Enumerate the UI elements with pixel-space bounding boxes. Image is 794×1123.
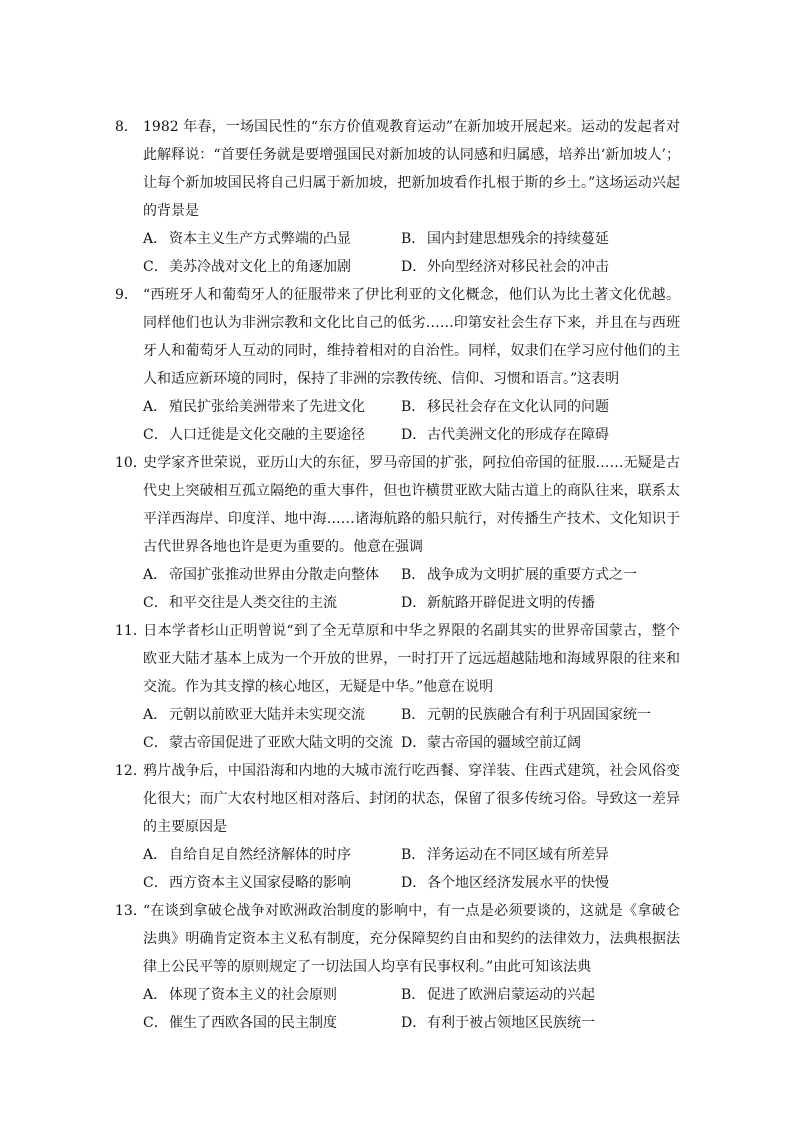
option-text: 古代美洲文化的形成存在障碍 bbox=[427, 427, 609, 443]
option-text: 西方资本主义国家侵略的影响 bbox=[169, 875, 351, 891]
exam-page bbox=[115, 113, 680, 1037]
option-text: 帝国扩张推动世界由分散走向整体 bbox=[169, 567, 379, 583]
option-text: 蒙古帝国促进了亚欧大陆文明的交流 bbox=[169, 735, 393, 751]
question-12 bbox=[115, 757, 680, 897]
option-letter: B． bbox=[401, 707, 426, 723]
option-letter: C． bbox=[143, 259, 168, 275]
question-number: 8． bbox=[115, 119, 138, 135]
option-row bbox=[143, 869, 680, 897]
option-letter: A． bbox=[143, 567, 168, 583]
question-stem bbox=[115, 281, 680, 393]
option-text: 移民社会存在文化认同的问题 bbox=[427, 399, 609, 415]
question-stem bbox=[115, 757, 680, 841]
option-d[interactable] bbox=[401, 1009, 659, 1037]
option-row bbox=[143, 393, 680, 421]
question-stem bbox=[115, 897, 680, 981]
option-row bbox=[143, 981, 680, 1009]
option-letter: B． bbox=[401, 847, 426, 863]
question-text: 鸦片战争后，中国沿海和内地的大城市流行吃西餐、穿洋装、住西式建筑，社会风俗变化很大；而广大农村地区相对落后、封闭的状态，保留了很多传统习俗。导致这一差异的主要原因是 bbox=[143, 763, 680, 835]
option-letter: A． bbox=[143, 847, 168, 863]
option-letter: A． bbox=[143, 399, 168, 415]
option-b[interactable] bbox=[401, 981, 659, 1009]
option-text: 殖民扩张给美洲带来了先进文化 bbox=[169, 399, 365, 415]
question-number: 13． bbox=[115, 903, 147, 919]
option-text: 洋务运动在不同区域有所差异 bbox=[427, 847, 609, 863]
option-text: 元朝以前欧亚大陆并未实现交流 bbox=[169, 707, 365, 723]
option-row bbox=[143, 1009, 680, 1037]
question-stem bbox=[115, 617, 680, 701]
option-b[interactable] bbox=[401, 561, 659, 589]
option-row bbox=[143, 561, 680, 589]
option-text: 促进了欧洲启蒙运动的兴起 bbox=[427, 987, 595, 1003]
option-c[interactable] bbox=[143, 729, 401, 757]
option-b[interactable] bbox=[401, 841, 659, 869]
option-letter: A． bbox=[143, 707, 168, 723]
question-text: 日本学者杉山正明曾说“到了全无草原和中华之界限的名副其实的世界帝国蒙古，整个欧亚大陆才基本上成为一个开放的世界，一时打开了远远超越陆地和海域界限的往来和交流。作为其支撑的核心地区，无疑是中华。”他意在说明 bbox=[143, 623, 680, 695]
option-letter: B． bbox=[401, 231, 426, 247]
option-d[interactable] bbox=[401, 869, 659, 897]
option-a[interactable] bbox=[143, 225, 401, 253]
options bbox=[115, 701, 680, 757]
question-number: 11． bbox=[115, 623, 147, 639]
options bbox=[115, 225, 680, 281]
option-text: 元朝的民族融合有利于巩固国家统一 bbox=[427, 707, 651, 723]
option-text: 资本主义生产方式弊端的凸显 bbox=[169, 231, 351, 247]
option-text: 体现了资本主义的社会原则 bbox=[169, 987, 337, 1003]
option-letter: C． bbox=[143, 1015, 168, 1031]
question-number: 9． bbox=[115, 287, 138, 303]
option-b[interactable] bbox=[401, 701, 659, 729]
option-letter: D． bbox=[401, 595, 427, 611]
option-text: 美苏冷战对文化上的角逐加剧 bbox=[169, 259, 351, 275]
question-13 bbox=[115, 897, 680, 1037]
question-text: 1982 年春，一场国民性的“东方价值观教育运动”在新加坡开展起来。运动的发起者对此解释说：“首要任务就是要增强国民对新加坡的认同感和归属感，培养出‘新加坡人’；让每个新加坡国民将自己归属于新加坡，把新加坡看作扎根于斯的乡土。”这场运动兴起的背景是 bbox=[143, 119, 680, 219]
option-letter: C． bbox=[143, 735, 168, 751]
option-letter: D． bbox=[401, 875, 427, 891]
option-letter: B． bbox=[401, 567, 426, 583]
option-c[interactable] bbox=[143, 253, 401, 281]
option-c[interactable] bbox=[143, 421, 401, 449]
option-letter: C． bbox=[143, 595, 168, 611]
option-d[interactable] bbox=[401, 589, 659, 617]
option-b[interactable] bbox=[401, 225, 659, 253]
option-c[interactable] bbox=[143, 589, 401, 617]
question-stem bbox=[115, 449, 680, 561]
question-8 bbox=[115, 113, 680, 281]
option-letter: D． bbox=[401, 427, 427, 443]
option-letter: B． bbox=[401, 987, 426, 1003]
option-letter: B． bbox=[401, 399, 426, 415]
option-c[interactable] bbox=[143, 869, 401, 897]
option-text: 有利于被占领地区民族统一 bbox=[427, 1015, 595, 1031]
option-text: 人口迁徙是文化交融的主要途径 bbox=[169, 427, 365, 443]
option-letter: D． bbox=[401, 735, 427, 751]
question-text: “在谈到拿破仑战争对欧洲政治制度的影响中，有一点是必须要谈的，这就是《拿破仑法典》明确肯定资本主义私有制度，充分保障契约自由和契约的法律效力，法典根据法律上公民平等的原则规定了一切法国人均享有民事权利。”由此可知该法典 bbox=[143, 903, 680, 975]
option-text: 自给自足自然经济解体的时序 bbox=[169, 847, 351, 863]
options bbox=[115, 981, 680, 1037]
option-a[interactable] bbox=[143, 841, 401, 869]
question-10 bbox=[115, 449, 680, 617]
option-row bbox=[143, 729, 680, 757]
question-9 bbox=[115, 281, 680, 449]
option-text: 和平交往是人类交往的主流 bbox=[169, 595, 337, 611]
option-text: 外向型经济对移民社会的冲击 bbox=[427, 259, 609, 275]
option-letter: A． bbox=[143, 231, 168, 247]
question-number: 10． bbox=[115, 455, 147, 471]
option-a[interactable] bbox=[143, 701, 401, 729]
option-text: 战争成为文明扩展的重要方式之一 bbox=[427, 567, 637, 583]
option-row bbox=[143, 589, 680, 617]
question-stem bbox=[115, 113, 680, 225]
options bbox=[115, 841, 680, 897]
option-row bbox=[143, 225, 680, 253]
option-row bbox=[143, 253, 680, 281]
question-11 bbox=[115, 617, 680, 757]
option-letter: A． bbox=[143, 987, 168, 1003]
option-b[interactable] bbox=[401, 393, 659, 421]
option-d[interactable] bbox=[401, 421, 659, 449]
option-text: 蒙古帝国的疆域空前辽阔 bbox=[427, 735, 581, 751]
options bbox=[115, 393, 680, 449]
option-a[interactable] bbox=[143, 393, 401, 421]
option-letter: C． bbox=[143, 875, 168, 891]
option-text: 催生了西欧各国的民主制度 bbox=[169, 1015, 337, 1031]
option-row bbox=[143, 841, 680, 869]
option-text: 各个地区经济发展水平的快慢 bbox=[427, 875, 609, 891]
option-d[interactable] bbox=[401, 253, 659, 281]
option-a[interactable] bbox=[143, 561, 401, 589]
option-row bbox=[143, 421, 680, 449]
option-d[interactable] bbox=[401, 729, 659, 757]
question-number: 12． bbox=[115, 763, 147, 779]
option-letter: D． bbox=[401, 1015, 427, 1031]
question-text: “西班牙人和葡萄牙人的征服带来了伊比利亚的文化概念，他们认为比土著文化优越。同样他们也认为非洲宗教和文化比自己的低劣……印第安社会生存下来，并且在与西班牙人和葡萄牙人互动的同时，维持着相对的自治性。同样，奴隶们在学习应付他们的主人和适应新环境的同时，保持了非洲的宗教传统、信仰、习惯和语言。”这表明 bbox=[143, 287, 680, 387]
option-letter: D． bbox=[401, 259, 427, 275]
option-row bbox=[143, 701, 680, 729]
options bbox=[115, 561, 680, 617]
question-text: 史学家齐世荣说，亚历山大的东征，罗马帝国的扩张，阿拉伯帝国的征服……无疑是古代史上突破相互孤立隔绝的重大事件，但也许横贯亚欧大陆古道上的商队往来，联系太平洋西海岸、印度洋、地中海……诸海航路的船只航行，对传播生产技术、文化知识于古代世界各地也许是更为重要的。他意在强调 bbox=[143, 455, 680, 555]
option-text: 国内封建思想残余的持续蔓延 bbox=[427, 231, 609, 247]
option-a[interactable] bbox=[143, 981, 401, 1009]
option-text: 新航路开辟促进文明的传播 bbox=[427, 595, 595, 611]
option-letter: C． bbox=[143, 427, 168, 443]
option-c[interactable] bbox=[143, 1009, 401, 1037]
